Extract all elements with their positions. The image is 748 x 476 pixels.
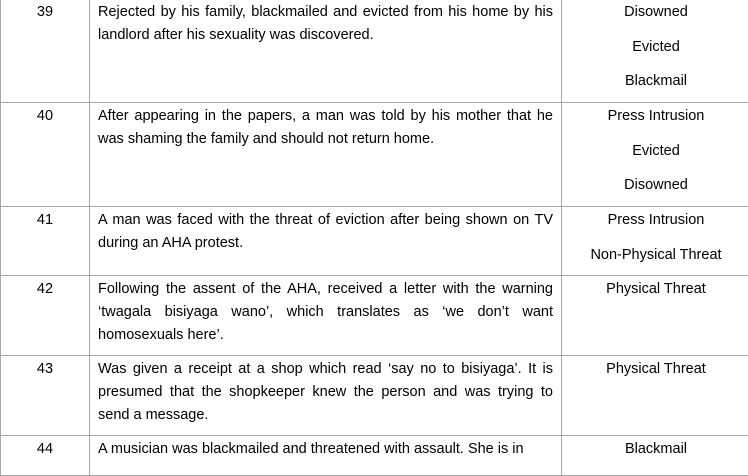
table-row [1,0,748,103]
row-number: 39 [1,0,90,103]
category-label: Blackmail [562,70,748,93]
category-label: Physical Threat [562,358,748,381]
row-description: A man was faced with the threat of eviction after being shown on TV during an AHA protest. [90,207,562,276]
category-label: Press Intrusion [562,105,748,140]
row-number: 40 [1,103,90,207]
row-number: 44 [1,436,90,476]
table-row [1,207,748,276]
row-categories [562,276,748,356]
category-label: Blackmail [562,438,748,461]
category-label: Press Intrusion [562,209,748,244]
category-label: Physical Threat [562,278,748,301]
table-row [1,356,748,436]
row-description: After appearing in the papers, a man was told by his mother that he was shaming the family and should not return home. [90,103,562,207]
table-row [1,276,748,356]
row-description: Rejected by his family, blackmailed and evicted from his home by his landlord after his sexuality was discovered. [90,0,562,103]
row-number: 41 [1,207,90,276]
row-number: 43 [1,356,90,436]
category-label: Evicted [562,140,748,175]
row-categories [562,0,748,103]
category-label: Non-Physical Threat [562,244,748,267]
category-label: Disowned [562,1,748,36]
row-categories [562,103,748,207]
row-description: A musician was blackmailed and threatened with assault. She is in [90,436,562,476]
category-label: Evicted [562,36,748,71]
row-description: Following the assent of the AHA, received a letter with the warning ‘twagala bisiyaga wano’, which translates as ‘we don’t want homosexuals here’. [90,276,562,356]
table-row [1,103,748,207]
row-number: 42 [1,276,90,356]
row-categories [562,436,748,476]
row-categories [562,207,748,276]
table-row [1,436,748,476]
row-description: Was given a receipt at a shop which read ‘say no to bisiyaga’. It is presumed that the shopkeeper knew the person and was trying to send a message. [90,356,562,436]
row-categories [562,356,748,436]
category-label: Disowned [562,174,748,197]
